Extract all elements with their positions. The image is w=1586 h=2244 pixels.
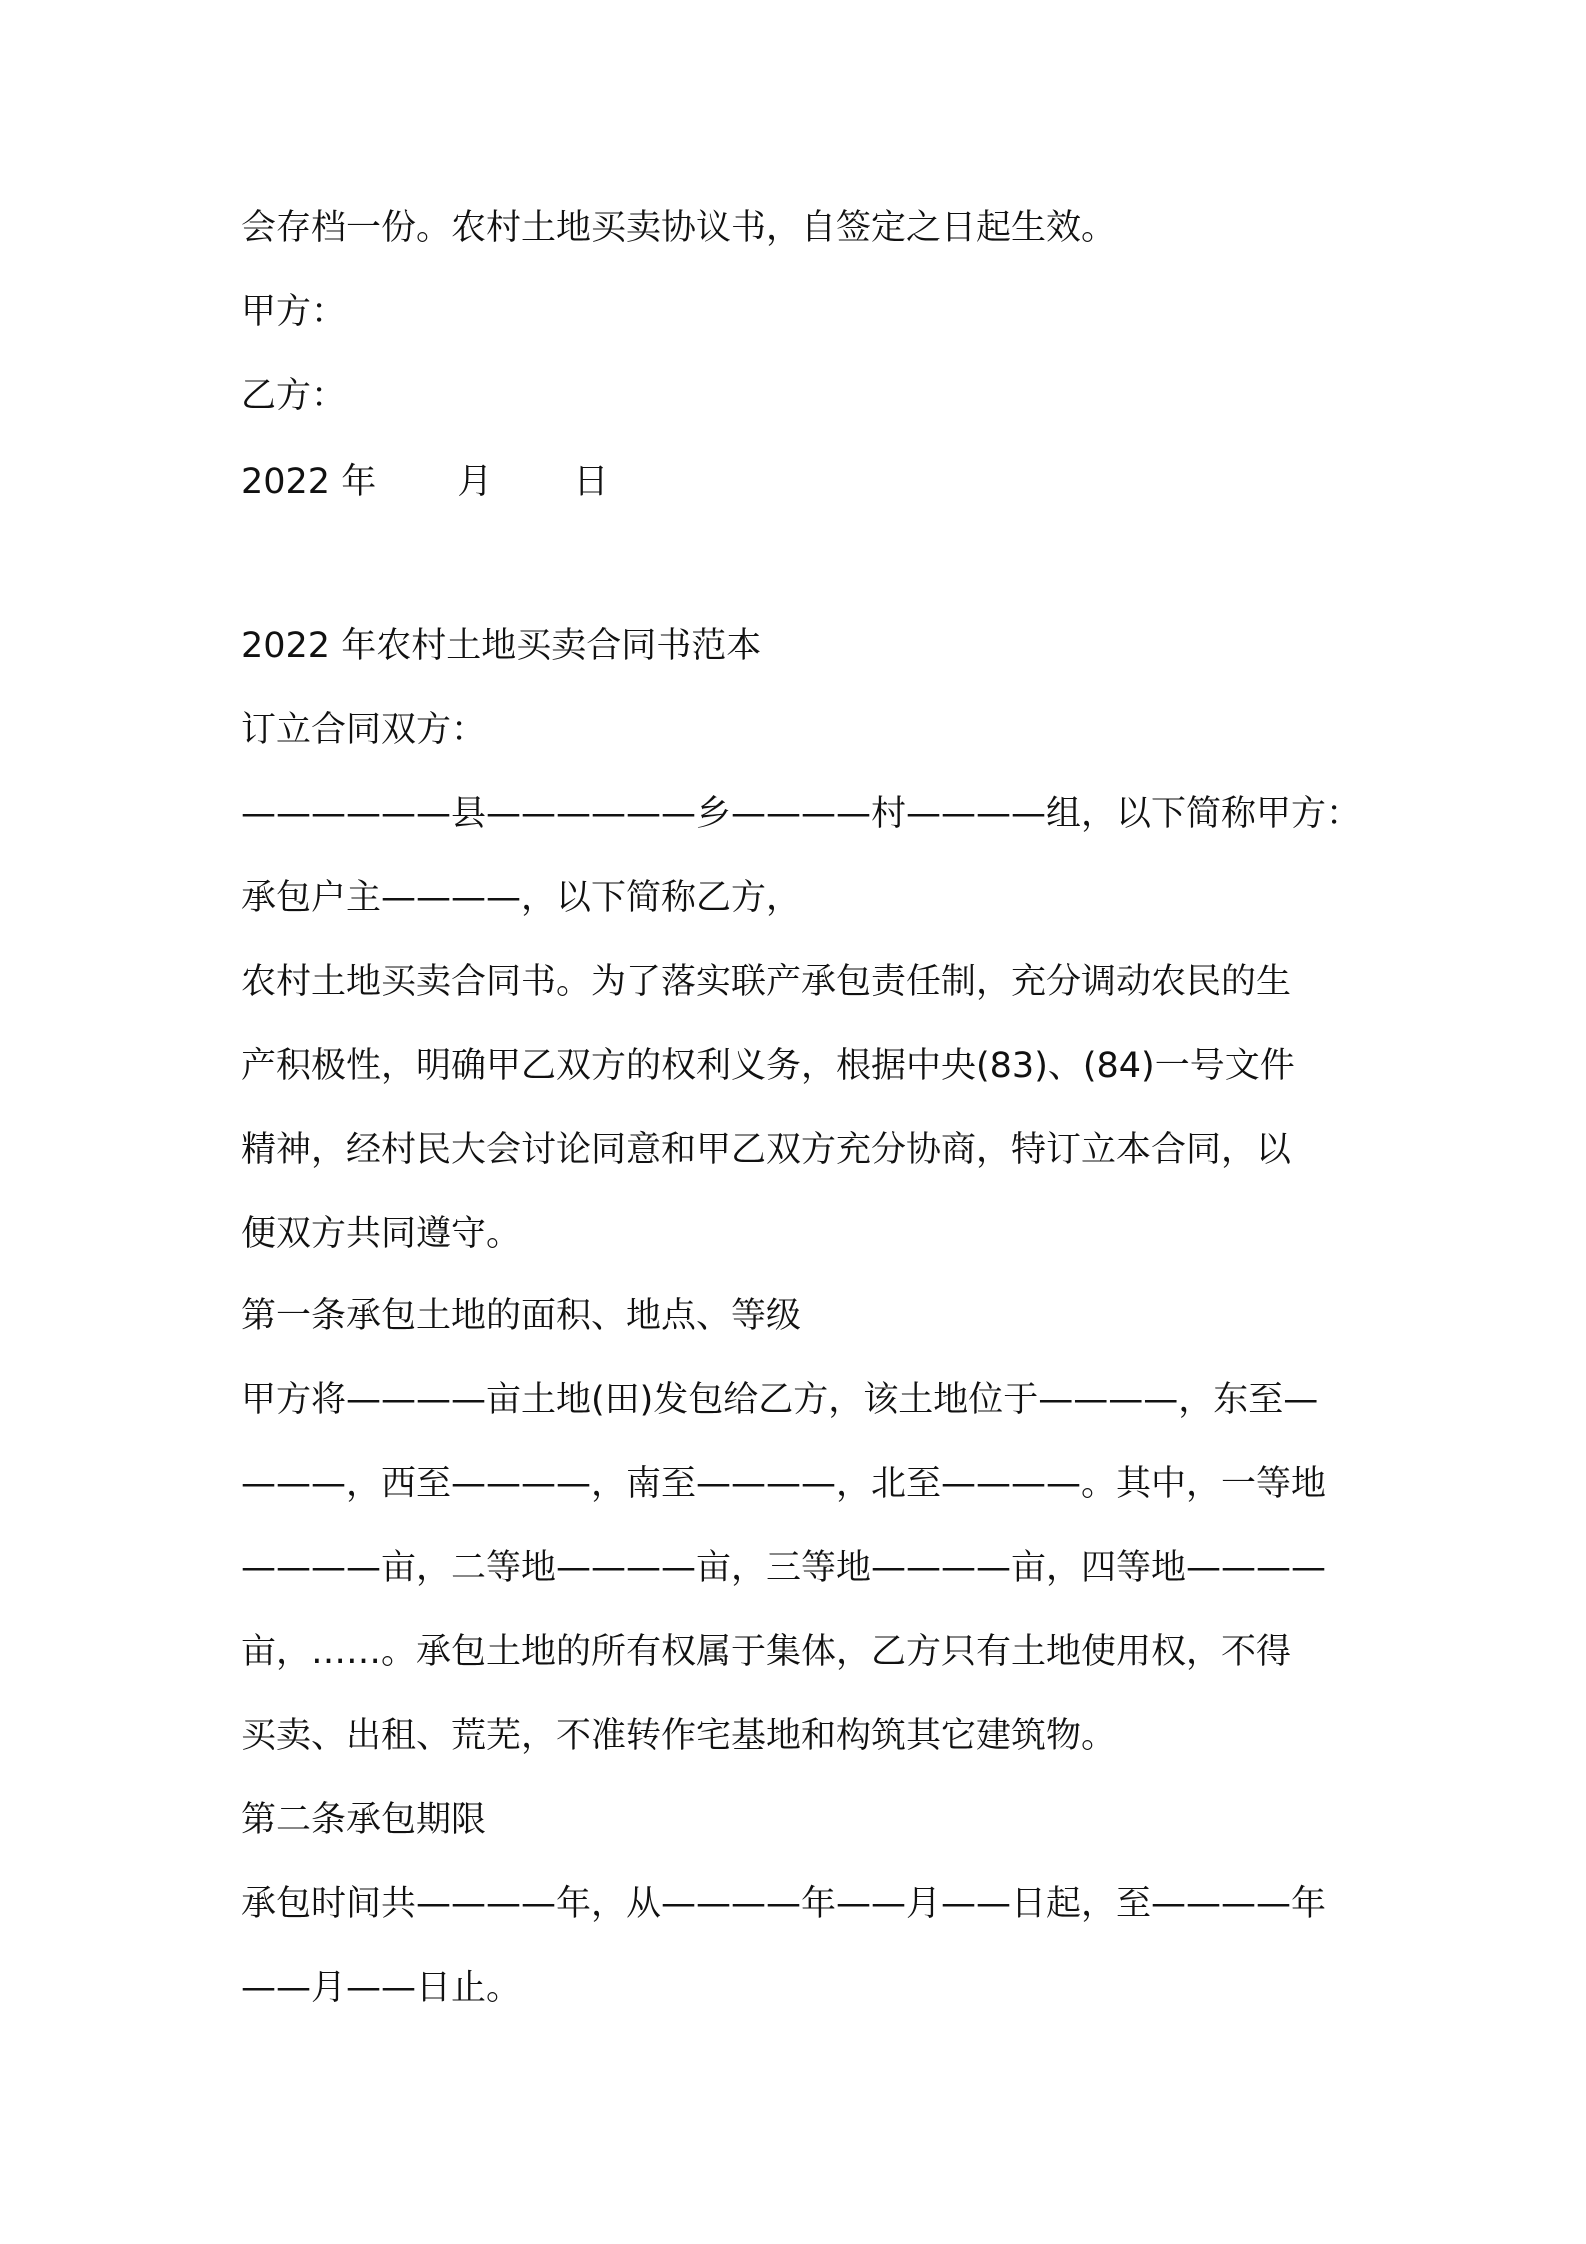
contract-parties-heading: 订立合同双方：	[241, 710, 487, 750]
preamble-line-2: 产积极性，明确甲乙双方的权利义务，根据中央(83)、(84)一号文件	[241, 1046, 1295, 1086]
contract-title: 2022 年农村土地买卖合同书范本	[241, 626, 762, 666]
article-1-heading: 第一条承包土地的面积、地点、等级	[241, 1296, 802, 1336]
signing-date-line: 2022 年 月 日	[241, 462, 609, 502]
article-1-line-5: 买卖、出租、荒芜，不准转作宅基地和构筑其它建筑物。	[241, 1716, 1117, 1756]
article-2-line-2: ——月——日止。	[241, 1968, 522, 2008]
article-1-line-1: 甲方将————亩土地(田)发包给乙方，该土地位于————，东至—	[241, 1380, 1319, 1420]
party-a-signature-line: 甲方：	[241, 292, 347, 332]
article-1-line-4: 亩，……。承包土地的所有权属于集体，乙方只有土地使用权，不得	[241, 1632, 1292, 1672]
preamble-line-4: 便双方共同遵守。	[241, 1214, 522, 1254]
article-1-line-2: ———，西至————，南至————，北至————。其中，一等地	[241, 1464, 1327, 1504]
preamble-line-1: 农村土地买卖合同书。为了落实联产承包责任制，充分调动农民的生	[241, 962, 1292, 1002]
article-2-heading: 第二条承包期限	[241, 1800, 487, 1840]
party-a-address-line: ——————县——————乡————村————组，以下简称甲方：	[241, 794, 1362, 834]
party-b-signature-line: 乙方：	[241, 376, 347, 416]
article-2-line-1: 承包时间共————年，从————年——月——日起，至————年	[241, 1884, 1327, 1924]
article-1-line-3: ————亩，二等地————亩，三等地————亩，四等地————	[241, 1548, 1327, 1588]
preamble-line-3: 精神，经村民大会讨论同意和甲乙双方充分协商，特订立本合同，以	[241, 1130, 1292, 1170]
party-b-household-line: 承包户主————，以下简称乙方，	[241, 878, 802, 918]
text-line-archive-clause: 会存档一份。农村土地买卖协议书，自签定之日起生效。	[241, 208, 1117, 248]
